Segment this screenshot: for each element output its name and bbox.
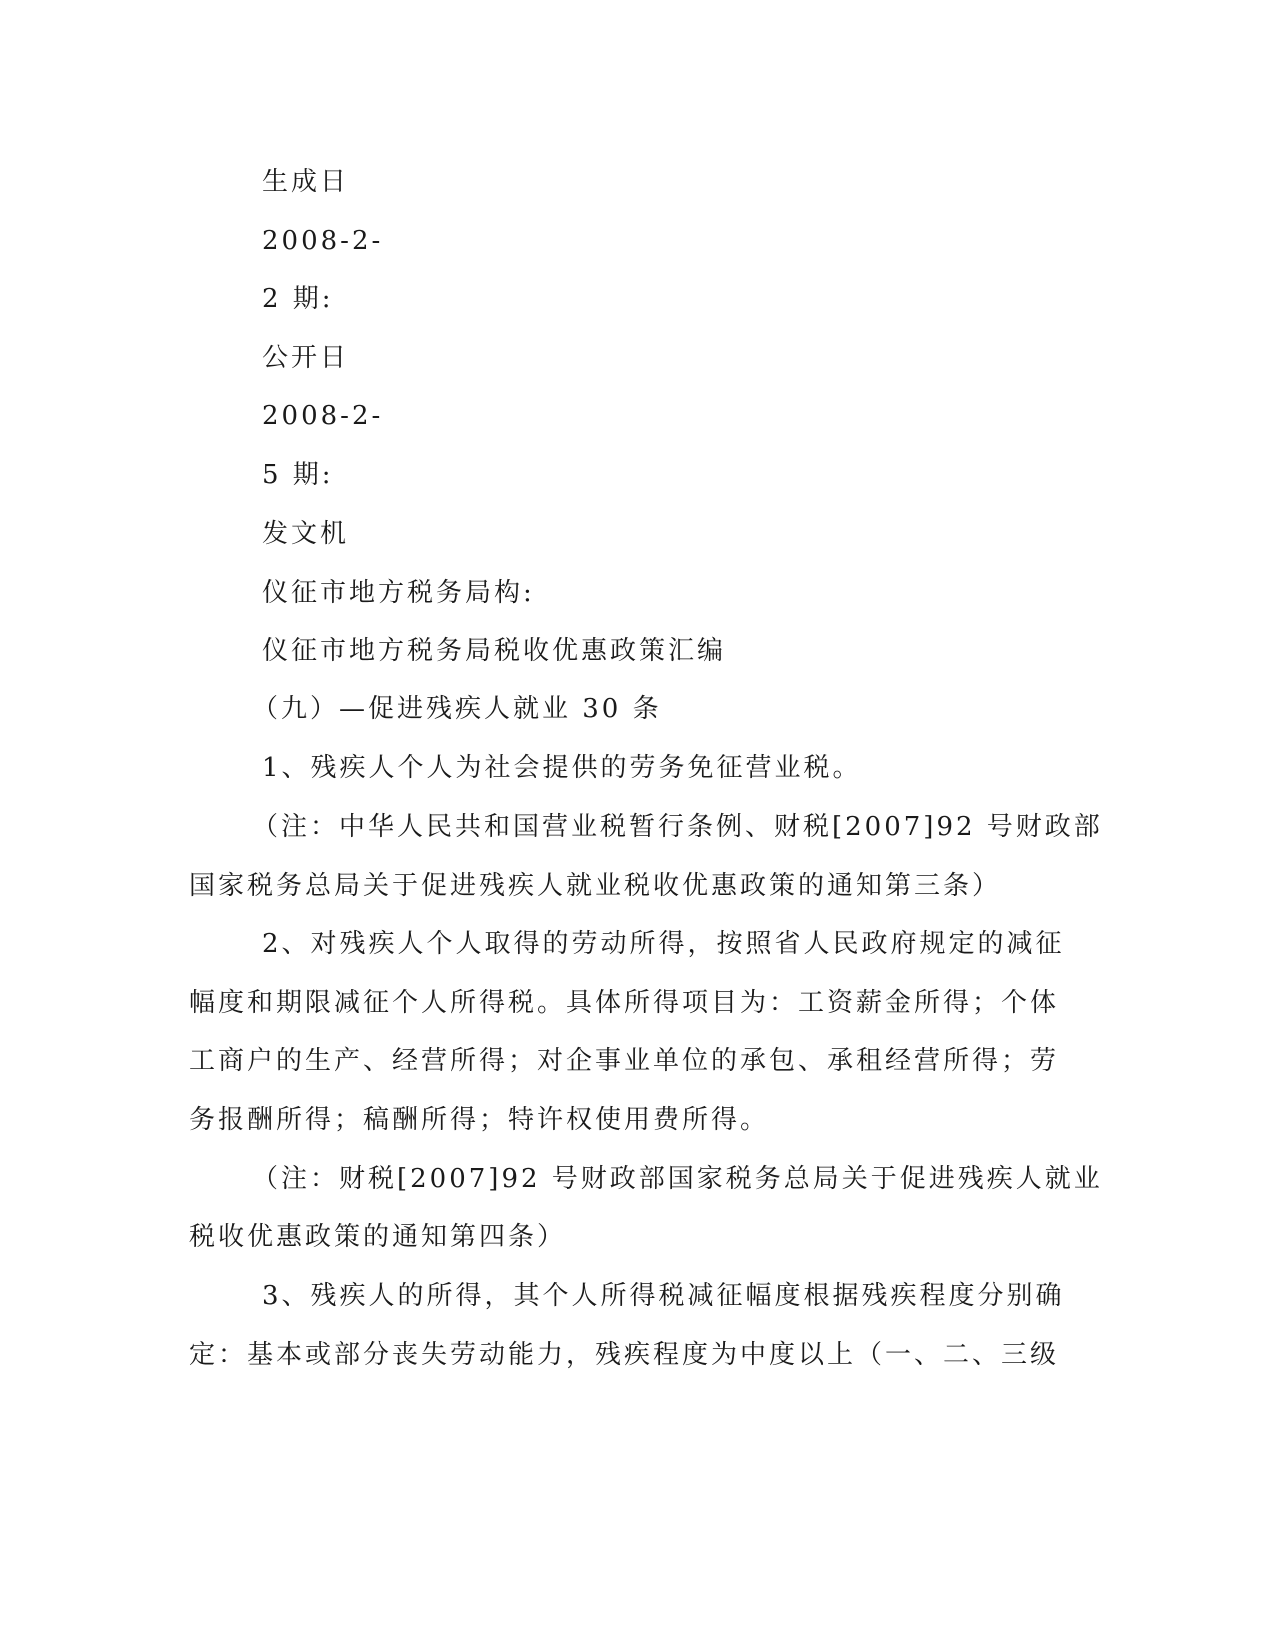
item-2-line-4: 务报酬所得；稿酬所得；特许权使用费所得。 — [189, 1105, 770, 1135]
issuer-value: 仪征市地方税务局构: — [262, 578, 535, 608]
item-2-line-1: 2、对残疾人个人取得的劳动所得，按照省人民政府规定的减征 — [262, 929, 1065, 959]
issuer-label: 发文机 — [262, 519, 350, 549]
note-1-line-2: 国家税务总局关于促进残疾人就业税收优惠政策的通知第三条） — [189, 871, 1002, 901]
document-subtitle: （九）—促进残疾人就业 30 条 — [252, 694, 662, 724]
generated-date-suffix: 2 期: — [262, 284, 334, 314]
item-2-line-3: 工商户的生产、经营所得；对企事业单位的承包、承租经营所得；劳 — [189, 1046, 1060, 1076]
generated-date-label: 生成日 — [262, 167, 350, 197]
document-title: 仪征市地方税务局税收优惠政策汇编 — [262, 636, 727, 666]
item-2-line-2: 幅度和期限减征个人所得税。具体所得项目为：工资薪金所得；个体 — [189, 988, 1060, 1018]
published-date-value: 2008-2- — [262, 401, 384, 431]
item-3-line-2: 定：基本或部分丧失劳动能力，残疾程度为中度以上（一、二、三级 — [189, 1340, 1060, 1370]
note-2-line-2: 税收优惠政策的通知第四条） — [189, 1222, 567, 1252]
generated-date-value: 2008-2- — [262, 226, 384, 256]
item-3-line-1: 3、残疾人的所得，其个人所得税减征幅度根据残疾程度分别确 — [262, 1281, 1065, 1311]
published-date-suffix: 5 期: — [262, 460, 334, 490]
published-date-label: 公开日 — [262, 343, 350, 373]
note-2-line-1: （注：财税[2007]92 号财政部国家税务总局关于促进残疾人就业 — [252, 1164, 1103, 1194]
item-1: 1、残疾人个人为社会提供的劳务免征营业税。 — [262, 753, 862, 783]
note-1-line-1: （注：中华人民共和国营业税暂行条例、财税[2007]92 号财政部 — [252, 812, 1103, 842]
